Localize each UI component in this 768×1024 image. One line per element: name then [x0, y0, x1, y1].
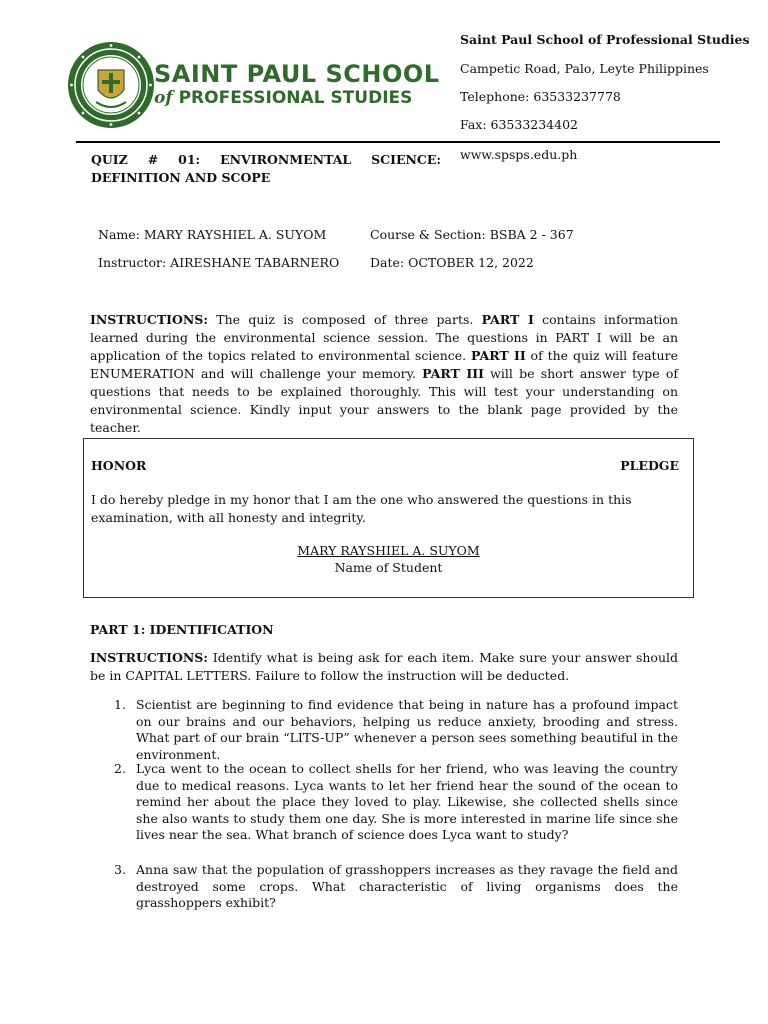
honor-pledge-text: I do hereby pledge in my honor that I am the one who answered the questions in this examination, with all honesty and integrity.: [91, 492, 632, 525]
question-text: Scientist are beginning to find evidence that being in nature has a profound impact on our brains and our behaviors, helping us reduce anxiety, brooding and stress. What part of our brain “LITS-UP” whenever a person sees something beautiful in the environment.: [136, 697, 678, 762]
student-name-field: Name: MARY RAYSHIEL A. SUYOM: [98, 227, 327, 242]
course-section-field: Course & Section: BSBA 2 - 367: [370, 227, 574, 242]
general-instructions: [90, 311, 678, 437]
school-logo: [66, 40, 440, 130]
question-number: 1.: [114, 697, 126, 712]
instructions-text: contains information learned during the environmental science session. The questions in PART I will be an application of the topics related to environmental science.: [90, 312, 678, 363]
instructor-field: Instructor: AIRESHANE TABARNERO: [98, 255, 340, 270]
honor-pledge-box: [83, 438, 694, 598]
instructions-part3: PART III: [422, 366, 484, 381]
quiz-title: QUIZ # 01: ENVIRONMENTAL SCIENCE: DEFINITION AND SCOPE: [91, 152, 441, 185]
honor-heading-left: HONOR: [91, 458, 147, 473]
school-fax: Fax: 63533234402: [460, 117, 578, 132]
instructions-text: of the quiz will feature ENUMERATION and will challenge your memory.: [90, 348, 678, 381]
logo-text-of: of: [154, 88, 173, 108]
logo-text-rest: PROFESSIONAL STUDIES: [178, 88, 413, 108]
header-divider: [76, 141, 720, 143]
instructions-label: INSTRUCTIONS:: [90, 312, 208, 327]
instructions-text: will be short answer type of questions that needs to be explained thoroughly. This will test your understanding on environmental science. Kindly input your answers to the blank page provided by the teacher.: [90, 366, 678, 435]
question-number: 2.: [114, 761, 126, 776]
school-name: Saint Paul School of Professional Studies: [460, 32, 750, 47]
question-number: 3.: [114, 862, 126, 877]
school-seal-icon: [66, 40, 156, 130]
part1-instructions-text: Identify what is being ask for each item. Make sure your answer should be in CAPITAL LETTERS. Failure to follow the instruction will be deducted.: [90, 650, 678, 683]
logo-text-line2: [154, 88, 412, 108]
signature-label: Name of Student: [334, 560, 443, 575]
school-address: Campetic Road, Palo, Leyte Philippines: [460, 61, 709, 76]
instructions-text: The quiz is composed of three parts.: [207, 312, 482, 327]
part1-title: PART 1: IDENTIFICATION: [90, 622, 274, 637]
instructions-part2: PART II: [471, 348, 526, 363]
school-telephone: Telephone: 63533237778: [460, 89, 621, 104]
honor-heading-right: PLEDGE: [620, 458, 679, 473]
student-signature-name: MARY RAYSHIEL A. SUYOM: [297, 543, 480, 558]
logo-text-line1: SAINT PAUL SCHOOL: [154, 60, 440, 88]
school-website: www.spsps.edu.ph: [460, 147, 578, 162]
question-text: Lyca went to the ocean to collect shells for her friend, who was leaving the country due to medical reasons. Lyca wants to let her friend hear the sound of the ocean to remind her about the place they loved to play. Likewise, she collected shells since she also wants to study them one day. She is more interested in marine life since she lives near the sea. What branch of science does Lyca want to study?: [136, 761, 678, 843]
date-field: Date: OCTOBER 12, 2022: [370, 255, 534, 270]
part1-instructions: [90, 649, 678, 685]
instructions-part1: PART I: [481, 312, 534, 327]
question-text: Anna saw that the population of grasshoppers increases as they ravage the field and destroyed some crops. What characteristic of living organisms does the grasshoppers exhibit?: [136, 862, 678, 911]
part1-instructions-label: INSTRUCTIONS:: [90, 650, 208, 665]
